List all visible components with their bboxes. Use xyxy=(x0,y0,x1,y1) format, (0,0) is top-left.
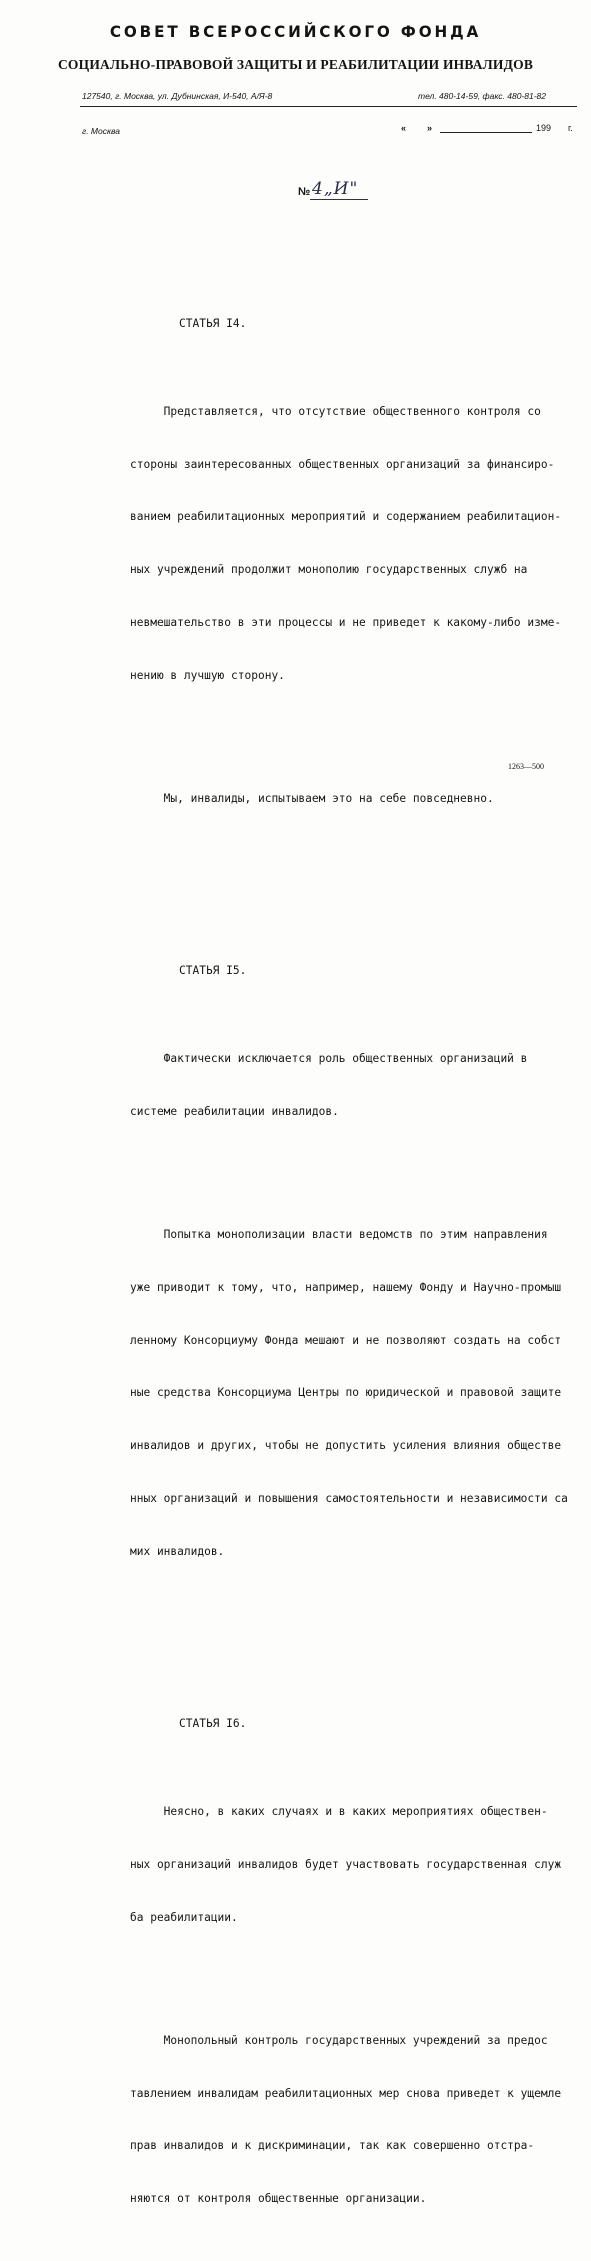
text-line: нных организаций и повышения самостоятельности и независимости са xyxy=(130,1491,568,1505)
paragraph xyxy=(130,1997,590,2243)
text-line: Неясно, в каких случаях и в каких мероприятиях обществен‑ xyxy=(130,1805,548,1819)
text-line: ные средства Консорциума Центры по юридической и правовой защите xyxy=(130,1386,562,1400)
text-line: няются от контроля общественные организации. xyxy=(130,2192,427,2206)
text-line: Попытка монополизации власти ведомств по этим направления xyxy=(130,1228,548,1242)
section-heading: СТАТЬЯ I4. xyxy=(179,316,247,330)
text-line: инвалидов и других, чтобы не допустить усиления влияния обществе xyxy=(130,1439,562,1453)
text-line: прав инвалидов и к дискриминации, так как совершенно отстра- xyxy=(130,2139,535,2153)
date-day-quote-open: « xyxy=(401,123,407,133)
address: 127540, г. Москва, ул. Дубнинская, И-540, А/Я-8 xyxy=(82,91,273,101)
organization-title: СОВЕТ ВСЕРОССИЙСКОГО ФОНДА xyxy=(109,22,482,41)
document-number-underline xyxy=(310,199,368,200)
text-line: Представляется, что отсутствие общественного контроля со xyxy=(130,404,541,418)
section-heading: СТАТЬЯ I6. xyxy=(179,1717,247,1731)
text-line: ванием реабилитационных мероприятий и содержанием реабилитацион- xyxy=(130,510,562,524)
document-number-handwritten: 4„И" xyxy=(312,179,359,199)
city: г. Москва xyxy=(82,126,120,136)
text-line: невмешательство в эти процессы и не приведет к какому-либо изме- xyxy=(130,615,562,629)
text-line: ных учреждений продолжит монополию государственных служб на xyxy=(130,563,528,577)
text-line: уже приводит к тому, что, например, нашему Фонду и Научно-промыш xyxy=(130,1280,562,1294)
document-body xyxy=(130,262,590,2261)
text-line: стороны заинтересованных общественных организаций за финансиро- xyxy=(130,457,555,471)
date-month-line xyxy=(440,132,532,133)
phone-fax: тел. 480-14-59, факс. 480-81-82 xyxy=(418,91,546,101)
paragraph xyxy=(130,368,590,720)
document-number-label: № xyxy=(298,186,311,198)
header-rule xyxy=(80,106,577,107)
text-line: нению в лучшую сторону. xyxy=(130,668,285,682)
text-line: ленному Консорциуму Фонда мешают и не позволяют создать на собст xyxy=(130,1333,562,1347)
text-line: ба реабилитации. xyxy=(130,1910,238,1924)
date-year: 199 xyxy=(536,123,552,133)
text-line: ных организаций инвалидов будет участвовать государственная служ xyxy=(130,1857,562,1871)
text-line: Монопольный контроль государственных учреждений за предос xyxy=(130,2033,548,2047)
print-code: 1263—500 xyxy=(508,762,544,771)
paragraph xyxy=(130,1015,590,1156)
text-line: тавлением инвалидам реабилитационных мер снова приведет к ущемле xyxy=(130,2086,562,2100)
organization-subtitle: СОЦИАЛЬНО-ПРАВОВОЙ ЗАЩИТЫ И РЕАБИЛИТАЦИИ ИНВАЛИДОВ xyxy=(57,57,534,72)
paragraph xyxy=(130,1191,590,1596)
section-heading: СТАТЬЯ I5. xyxy=(179,964,247,978)
text-line: Мы, инвалиды, испытываем это на себе повседневно. xyxy=(130,791,494,805)
date-day-quote-close: » xyxy=(427,123,433,133)
text-line: Фактически исключается роль общественных организаций в xyxy=(130,1052,528,1066)
paragraph xyxy=(130,1768,590,1962)
date-year-suffix: г. xyxy=(568,123,573,133)
text-line: системе реабилитации инвалидов. xyxy=(130,1104,339,1118)
text-line: мих инвалидов. xyxy=(130,1544,225,1558)
